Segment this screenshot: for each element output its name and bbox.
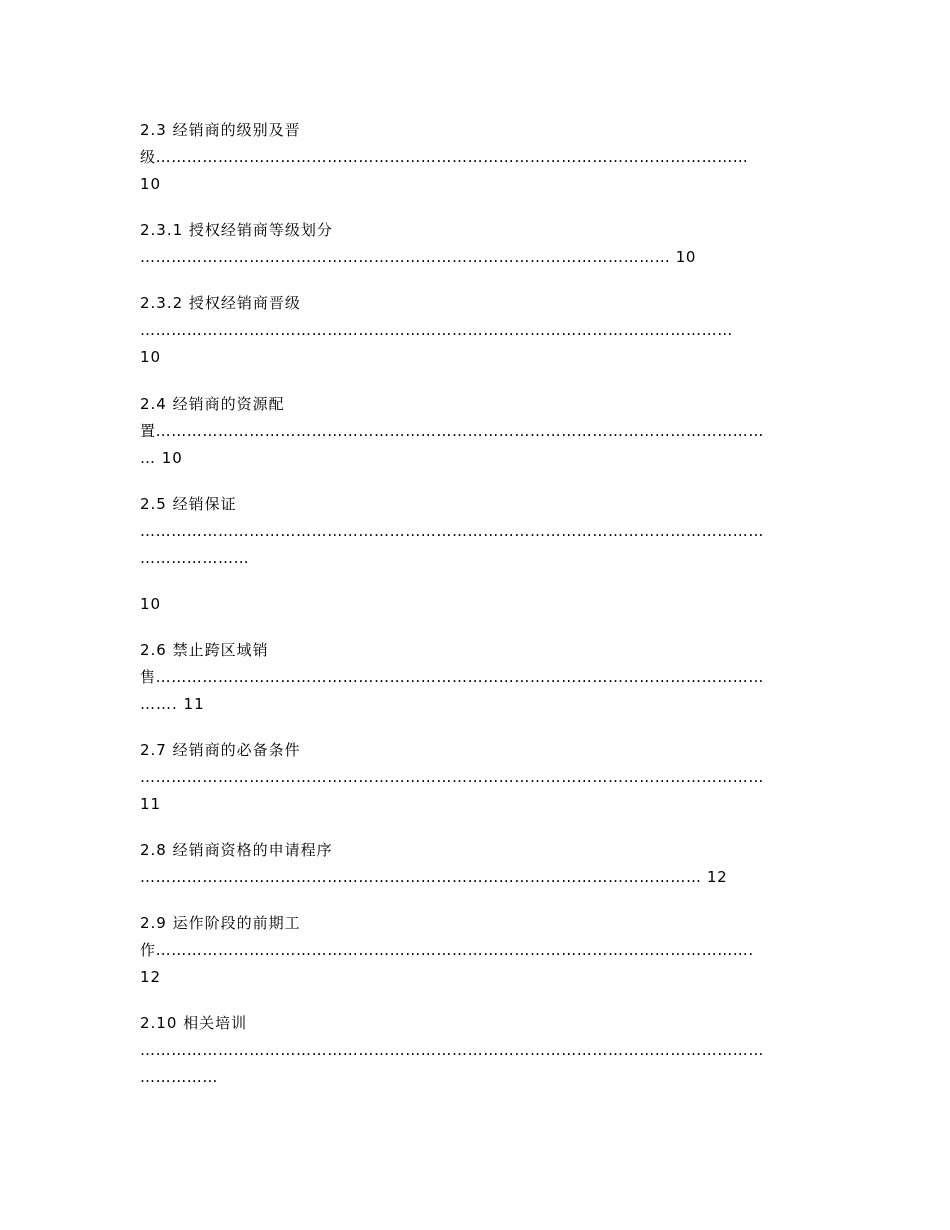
toc-leader: 作…………………………………………………………………………………………………….: [140, 941, 754, 959]
toc-heading: 2.5 经销保证: [140, 495, 237, 513]
toc-heading: 2.6 禁止跨区域销: [140, 641, 269, 659]
toc-heading: 2.3.2 授权经销商晋级: [140, 294, 301, 312]
toc-leader: ……………………………………………………………………………………………… 12: [140, 868, 728, 886]
toc-leader: …………………………………………………………………………………………………………: [140, 768, 764, 786]
toc-heading: 2.3.1 授权经销商等级划分: [140, 221, 333, 239]
toc-page-number: 10: [140, 348, 162, 366]
toc-leader: …………………: [140, 549, 250, 567]
toc-page-number: … 10: [140, 449, 183, 467]
toc-page-number: 11: [140, 795, 162, 813]
toc-leader: …………………………………………………………………………………………………………: [140, 522, 764, 540]
toc-page-number: 10: [140, 175, 162, 193]
toc-page-number: ……. 11: [140, 695, 205, 713]
toc-heading: 2.3 经销商的级别及晋: [140, 121, 301, 139]
toc-heading: 2.4 经销商的资源配: [140, 395, 285, 413]
toc-leader: …………………………………………………………………………………………………………: [140, 1041, 764, 1059]
toc-leader: 级……………………………………………………………………………………………………: [140, 148, 749, 166]
toc-heading: 2.9 运作阶段的前期工: [140, 914, 301, 932]
toc-heading: 2.8 经销商资格的申请程序: [140, 841, 333, 859]
toc-page-number: 10: [140, 595, 162, 613]
toc-page-number: 12: [140, 968, 162, 986]
toc-leader: ……………………………………………………………………………………………………: [140, 321, 733, 339]
toc-leader: 售………………………………………………………………………………………………………: [140, 668, 764, 686]
toc-leader: ……………: [140, 1068, 218, 1086]
toc-heading: 2.10 相关培训: [140, 1014, 248, 1032]
toc-leader: 置………………………………………………………………………………………………………: [140, 422, 764, 440]
toc-heading: 2.7 经销商的必备条件: [140, 741, 301, 759]
toc-leader: ………………………………………………………………………………………… 10: [140, 248, 697, 266]
